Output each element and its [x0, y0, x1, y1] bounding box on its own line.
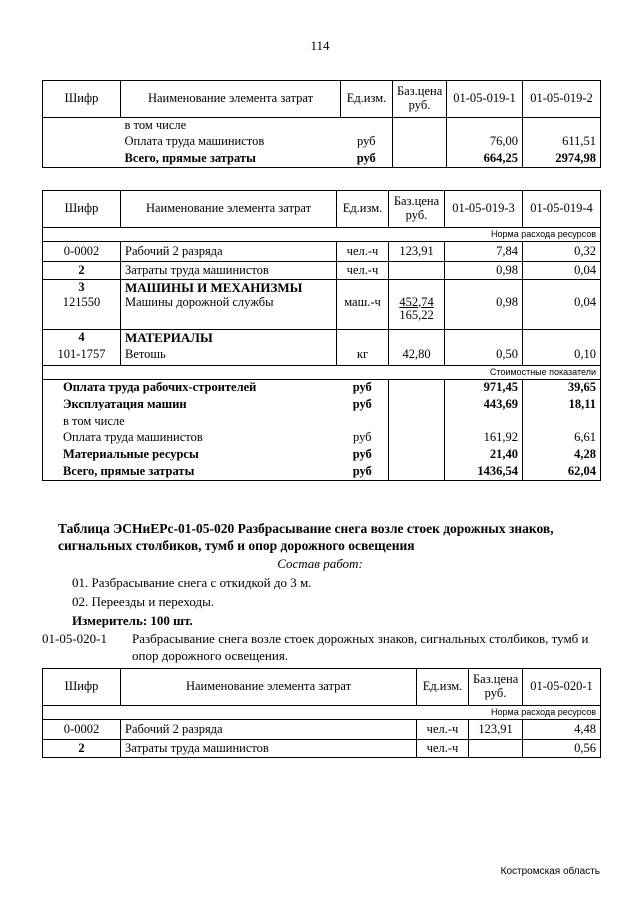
table-row: Оплата труда машинистов руб 161,92 6,61 [43, 430, 601, 447]
resource-table-3 [42, 668, 601, 758]
col-price-header: Баз.цена руб. [389, 191, 445, 228]
resource-table-2 [42, 190, 601, 481]
table-row: в том числе [43, 118, 601, 134]
resource-table-1 [42, 80, 601, 168]
table-row: Оплата труда машинистов руб 76,00 611,51 [43, 134, 601, 151]
table-header [43, 81, 601, 118]
col-code1-header: 01-05-020-1 [523, 669, 601, 706]
col-code1-header: 01-05-019-3 [445, 191, 523, 228]
cost-label-row: Стоимостные показатели [43, 366, 601, 380]
table-row: 2 Затраты труда машинистов чел.-ч 0,98 0,04 [43, 262, 601, 280]
col-price-header: Баз.цена руб. [469, 669, 523, 706]
col-code2-header: 01-05-019-4 [523, 191, 601, 228]
item-code: 01-05-020-1 [42, 631, 107, 646]
norm-label-row: Норма расхода ресурсов [43, 228, 601, 242]
col-code2-header: 01-05-019-2 [523, 81, 601, 118]
table-row: Эксплуатация машин руб 443,69 18,11 [43, 397, 601, 414]
table-row: Всего, прямые затраты руб 664,25 2974,98 [43, 151, 601, 168]
col-price-header: Баз.цена руб. [393, 81, 447, 118]
table-row: 4 МАТЕРИАЛЫ [43, 330, 601, 346]
col-unit-header: Ед.изм. [337, 191, 389, 228]
work-step-2: 02. Переезды и переходы. [72, 594, 215, 609]
col-code1-header: 01-05-019-1 [447, 81, 523, 118]
table-row: 3 МАШИНЫ И МЕХАНИЗМЫ [43, 280, 601, 296]
table-row: в том числе [43, 414, 601, 430]
footer-region: Костромская область [500, 866, 600, 877]
page-number: 114 [310, 38, 330, 53]
table-row: 2 Затраты труда машинистов чел.-ч 0,56 [43, 740, 601, 758]
col-name-header: Наименование элемента затрат [121, 81, 341, 118]
table-row: 0-0002 Рабочий 2 разряда чел.-ч 123,91 7,84 0,32 [43, 242, 601, 262]
item-description-line-2: опор дорожного освещения. [132, 648, 289, 663]
table-header [43, 191, 601, 228]
norm-label-row: Норма расхода ресурсов [43, 706, 601, 720]
work-step-1: 01. Разбрасывание снега с откидкой до 3 м. [72, 575, 312, 590]
table-header [43, 669, 601, 706]
section-title-line-1: Таблица ЭСНиЕРс-01-05-020 Разбрасывание снега возле стоек дорожных знаков, [58, 521, 554, 536]
table-row: 121550 Машины дорожной службы маш.-ч 452,74 165,22 0,98 0,04 [43, 296, 601, 330]
measure-unit: Измеритель: 100 шт. [72, 613, 193, 628]
table-row: 101-1757 Ветошь кг 42,80 0,50 0,10 [43, 346, 601, 366]
col-code-header: Шифр [43, 81, 121, 118]
composition-heading: Состав работ: [277, 556, 363, 571]
table-row: Материальные ресурсы руб 21,40 4,28 [43, 447, 601, 464]
col-unit-header: Ед.изм. [341, 81, 393, 118]
table-row: Оплата труда рабочих-строителей руб 971,45 39,65 [43, 380, 601, 397]
col-name-header: Наименование элемента затрат [121, 669, 417, 706]
col-name-header: Наименование элемента затрат [121, 191, 337, 228]
section-title-line-2: сигнальных столбиков, тумб и опор дорожного освещения [58, 538, 415, 553]
table-row: 0-0002 Рабочий 2 разряда чел.-ч 123,91 4,48 [43, 720, 601, 740]
col-code-header: Шифр [43, 669, 121, 706]
table-row: Всего, прямые затраты руб 1436,54 62,04 [43, 464, 601, 481]
item-description-line-1: Разбрасывание снега возле стоек дорожных знаков, сигнальных столбиков, тумб и [132, 631, 589, 646]
col-unit-header: Ед.изм. [417, 669, 469, 706]
col-code-header: Шифр [43, 191, 121, 228]
